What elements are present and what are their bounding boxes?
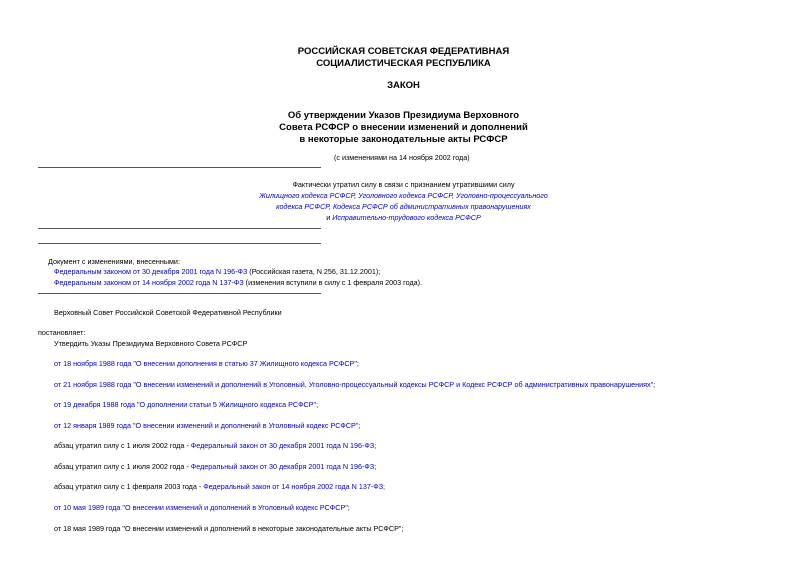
status-line-4-prefix: и (326, 213, 333, 222)
decree-link-3[interactable]: от 19 декабря 1988 года "О дополнении статьи 5 Жилищного кодекса РСФСР"; (54, 400, 319, 409)
amendment-1-link[interactable]: Федеральным законом от 30 декабря 2001 года N 196-ФЗ (54, 267, 248, 276)
amendment-1-rest: (Российская газета, N 256, 31.12.2001); (247, 267, 381, 276)
repealed-2-link[interactable]: Федеральный закон от 30 декабря 2001 года N 196-ФЗ; (190, 462, 377, 471)
repealed-paragraph-3 (54, 482, 385, 491)
amendment-2 (54, 278, 422, 287)
repealed-2-prefix: абзац утратил силу с 1 июля 2002 года - (54, 462, 191, 471)
decree-text-6: от 18 мая 1989 года "О внесении изменений и дополнений в некоторые законодательные акты РСФСР"; (54, 524, 404, 533)
amendment-2-link[interactable]: Федеральным законом от 14 ноября 2002 года N 137-ФЗ (54, 278, 244, 287)
country-line-1: РОССИЙСКАЯ СОВЕТСКАЯ ФЕДЕРАТИВНАЯ (297, 46, 510, 57)
divider-3 (38, 243, 321, 244)
status-line-4 (0, 213, 807, 222)
amendment-1 (54, 267, 380, 276)
status-link-line-2[interactable]: Жилищного кодекса РСФСР, Уголовного кодекса РСФСР, Уголовно-процессуального (259, 191, 548, 200)
status-link-line-3[interactable]: кодекса РСФСР, Кодекса РСФСР об административных правонарушениях (276, 202, 531, 211)
status-link-correctional-code[interactable]: Исправительно-трудового кодекса РСФСР (332, 213, 481, 222)
decree-link-1[interactable]: от 18 ноября 1988 года "О внесении дополнения в статью 37 Жилищного кодекса РСФСР"; (54, 359, 359, 368)
amendments-intro: Документ с изменениями, внесенными: (48, 257, 180, 266)
approve-text: Утвердить Указы Президиума Верховного Совета РСФСР (54, 339, 248, 348)
issuer-text: Верховный Совет Российской Советской Федеративной Республики (54, 308, 282, 317)
divider-2 (38, 228, 321, 229)
repealed-3-link[interactable]: Федеральный закон от 14 ноября 2002 года N 137-ФЗ; (203, 482, 386, 491)
title-line-3: в некоторые законодательные акты РСФСР (299, 134, 508, 145)
repealed-3-prefix: абзац утратил силу с 1 февраля 2003 года - (54, 482, 204, 491)
country-line-2: СОЦИАЛИСТИЧЕСКАЯ РЕСПУБЛИКА (316, 58, 491, 69)
document-type: ЗАКОН (387, 80, 420, 91)
repealed-1-link[interactable]: Федеральный закон от 30 декабря 2001 года N 196-ФЗ; (190, 441, 377, 450)
divider-4 (38, 293, 321, 294)
repealed-paragraph-1 (54, 441, 376, 450)
title-line-1: Об утверждении Указов Президиума Верховного (287, 110, 520, 121)
decree-link-2[interactable]: от 21 ноября 1988 года "О внесении изменений и дополнений в Уголовный, Уголовно-процессуальный кодексы РСФСР и Кодекс РСФСР об административных правонарушениях"; (54, 380, 656, 389)
title-line-2: Совета РСФСР о внесении изменений и дополнений (279, 122, 528, 133)
resolves-text: постановляет: (38, 328, 86, 337)
decree-link-4[interactable]: от 12 января 1989 года "О внесении изменений и дополнений в Уголовный кодекс РСФСР"; (54, 421, 361, 430)
status-line-1: Фактически утратил силу в связи с признанием утратившими силу (292, 180, 515, 189)
divider-1 (38, 167, 321, 168)
decree-link-5[interactable]: от 10 мая 1989 года "О внесении изменений и дополнений в Уголовный кодекс РСФСР"; (54, 503, 350, 512)
revision-note: (с изменениями на 14 ноября 2002 года) (334, 153, 470, 162)
repealed-1-prefix: абзац утратил силу с 1 июля 2002 года - (54, 441, 191, 450)
amendment-2-rest: (изменения вступили в силу с 1 февраля 2003 года). (243, 278, 423, 287)
repealed-paragraph-2 (54, 462, 376, 471)
